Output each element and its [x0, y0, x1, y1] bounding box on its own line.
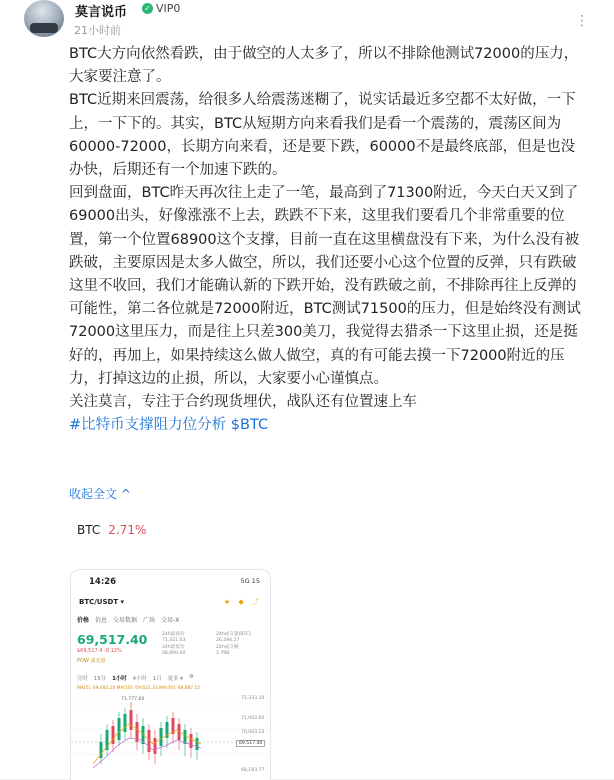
pair-title: BTC/USDT ▾ — [79, 598, 125, 606]
vip-label: VIP0 — [156, 2, 181, 15]
tab-trade-x: 交易-X — [161, 617, 180, 624]
hashtag-link[interactable]: #比特币支撑阻力位分析 $BTC — [69, 417, 269, 434]
phone-status: 5G 15 — [240, 577, 260, 585]
phone-time: 14:26 — [89, 577, 117, 587]
stat-label: 24h成交量(BTC) — [216, 632, 252, 637]
author-name[interactable]: 莫言说币 — [75, 5, 128, 20]
vip-badge — [142, 2, 180, 15]
tab-price: 价格 — [77, 617, 90, 624]
embedded-screenshot[interactable] — [70, 569, 271, 780]
axis-label: 71,003.60 — [241, 716, 265, 721]
current-price-marker: 69,517.40 — [236, 740, 265, 747]
interval: 15分 — [93, 676, 107, 682]
post-body — [69, 43, 589, 437]
tab-trade-data: 交易数据 — [113, 617, 138, 624]
candles — [100, 702, 199, 764]
verified-check-icon: ✓ — [142, 3, 153, 14]
interval-bar — [77, 674, 194, 682]
post-paragraph: BTC近期来回震荡，给很多人给震荡迷糊了，说实话最近多空都不太好做，一下上，一下下的。其实，BTC从短期方向来看我们是看一个震荡的，震荡区间为60000-72000，长期方向来看，还是要下跌，60000不是最终底部，但是也没办快，后期还有一个加速下跌的。 — [69, 92, 576, 179]
interval: 更多 ▾ — [167, 676, 183, 682]
interval: 1日 — [152, 676, 162, 682]
post-paragraph: 回到盘面，BTC昨天再次往上走了一笔，最高到了71300附近，今天白天又到了69000出头，好像涨涨不上去，跌跌不下来，这里我们要看几个非常重要的位置，第一个位置68900这个支撑，目前一直在这里横盘没有下来，为什么没有被跌破，主要原因是太多人做空，所以，我们还要小心这个位置的反弹，只有跌破这里不收回，我们才能确认新的下跌开始，没有跌破之前，不排除再往上反弹的可能性，第二各位就是72000附近，BTC测试71500的压力，但是始终没有测试72000这里压力，而是往上只差300美刀，我觉得去猎杀一下这里止损，还是挺好的，再加上，如果持续这么做人做空，真的有可能去摸一下72000附近的压力，打掉这边的止损，所以，大家要小心谨慎点。 — [69, 185, 581, 387]
post-paragraph: BTC大方向依然看跌，由于做空的人太多了，所以不排除他测试72000的压力，大家要注意了。 — [69, 46, 579, 86]
pair-actions-icon: ★ ◆ ⤴ — [223, 598, 262, 606]
post-paragraph: 关注莫言，专注于合约现货埋伏，战队还有位置速上车 — [69, 394, 417, 411]
tab-info: 信息 — [95, 617, 108, 624]
interval: 1小时 — [112, 676, 127, 682]
current-price: 69,517.40 — [77, 632, 148, 647]
ticker-change: 2.71% — [108, 523, 147, 537]
price-sub: $69,517.4 -0.12% — [77, 648, 122, 654]
stat-value: 1.79B — [216, 650, 230, 656]
high-label: 71,777.60 — [121, 697, 145, 702]
ticker-chip[interactable] — [69, 517, 154, 543]
stat-value: 26,294.27 — [216, 638, 240, 644]
axis-label: 70,003.15 — [241, 730, 265, 735]
stat-value: 71,321.03 — [162, 638, 186, 644]
ticker-symbol: BTC — [77, 523, 101, 537]
stat-label: 24h最高价 — [162, 632, 185, 637]
ma-readout: MA(5): 69,480.20 MA(10): 69,621.33 MA(30): 69,887.15 — [77, 686, 201, 691]
tab-square: 广场 — [143, 617, 156, 624]
stat-value: 68,900.00 — [162, 650, 186, 656]
avatar[interactable] — [24, 0, 64, 37]
settings-icon: ⚙ — [188, 674, 194, 680]
stats-right — [216, 632, 251, 657]
stat-label: 24h成交额 — [216, 644, 239, 650]
interval: 4小时 — [132, 676, 147, 682]
stats-left — [162, 632, 185, 657]
axis-label: 68,183.77 — [241, 768, 265, 773]
collapse-button[interactable]: 收起全文 ^ — [69, 487, 131, 501]
price-tag: POW 成交量 — [77, 658, 106, 664]
post-time: 21小时前 — [74, 24, 121, 37]
axis-label: 72,333.10 — [241, 696, 265, 701]
interval: 分时 — [77, 676, 88, 682]
screenshot-tabs — [77, 615, 179, 624]
stat-label: 24h最低价 — [162, 644, 185, 650]
more-options-icon[interactable]: ⋮ — [575, 13, 590, 29]
